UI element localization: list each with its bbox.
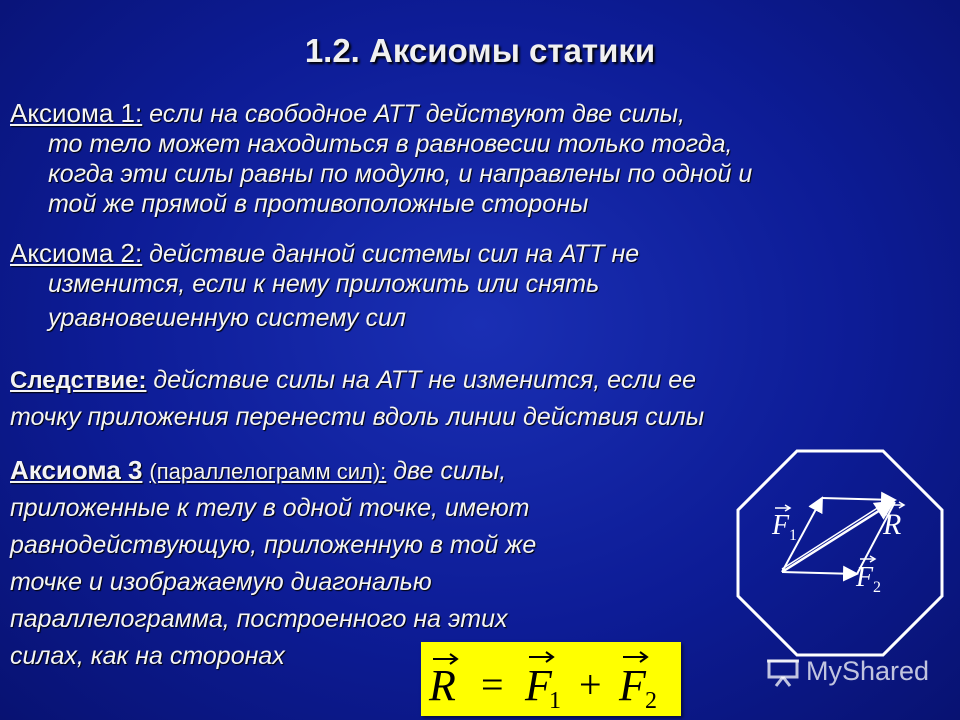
axiom-2-line-1 <box>10 238 950 269</box>
label-f1-sub: 1 <box>789 527 797 544</box>
projector-screen-icon <box>766 657 800 687</box>
formula-f2: F <box>619 661 646 710</box>
axiom-1 <box>10 98 950 219</box>
axiom-1-line-1 <box>10 98 950 129</box>
watermark <box>766 656 929 687</box>
axiom-1-line-4: той же прямой в противоположные стороны <box>48 190 589 218</box>
axiom-3-line-2: приложенные к телу в одной точке, имеют <box>10 494 530 522</box>
axiom-2-line-3: уравновешенную систему сил <box>48 304 406 332</box>
label-r: R <box>883 508 902 541</box>
octagon-frame <box>738 451 942 655</box>
force-f2-arrow <box>782 572 857 574</box>
axiom-2-line-2: изменится, если к нему приложить или снять <box>48 270 600 298</box>
axiom-3-line-1 <box>10 452 730 490</box>
formula-sub-1: 1 <box>549 688 561 714</box>
resultant-formula <box>421 642 681 716</box>
label-f2: F <box>856 562 874 593</box>
axiom-3-paren: (параллелограмм сил): <box>149 459 387 484</box>
axiom-2-label: Аксиома 2: <box>10 238 143 268</box>
formula-plus: + <box>579 662 602 707</box>
axiom-2-text-1: действие данной системы сил на АТТ не <box>142 240 640 268</box>
formula-f1: F <box>525 661 552 710</box>
consequence-line-2: точку приложения перенести вдоль линии действия силы <box>10 403 705 431</box>
axiom-3-label: Аксиома 3 <box>10 455 143 485</box>
axiom-3-line-5: параллелограмма, построенного на этих <box>10 605 508 633</box>
axiom-1-line-2: то тело может находиться в равновесии только тогда, <box>48 130 733 158</box>
formula-sub-2: 2 <box>645 688 657 714</box>
parallelogram-diagram <box>735 448 945 658</box>
axiom-2 <box>10 238 950 333</box>
consequence-label: Следствие: <box>10 367 147 394</box>
label-f2-sub: 2 <box>873 579 881 596</box>
consequence-line-1 <box>10 362 950 399</box>
consequence-text-1: действие силы на АТТ не изменится, если ее <box>146 366 697 394</box>
consequence <box>10 362 950 436</box>
slide-title: 1.2. Аксиомы статики <box>304 32 656 69</box>
parallelogram-top <box>822 498 895 500</box>
formula-eq: = <box>481 662 504 707</box>
axiom-3-line-4: точке и изображаемую диагональю <box>10 568 432 596</box>
axiom-1-line-3: когда эти силы равны по модулю, и направлены по одной и <box>48 160 753 188</box>
axiom-3-line-3: равнодействующую, приложенную в той же <box>10 531 537 559</box>
axiom-3-line-6: силах, как на сторонах <box>10 642 285 670</box>
axiom-1-label: Аксиома 1: <box>10 98 143 128</box>
formula-r: R <box>429 661 456 710</box>
axiom-1-text-1: если на свободное АТТ действуют две силы, <box>142 100 685 128</box>
axiom-3-text-1: две силы, <box>386 457 507 485</box>
watermark-text: MyShared <box>806 656 930 686</box>
label-f1: F <box>772 510 790 541</box>
